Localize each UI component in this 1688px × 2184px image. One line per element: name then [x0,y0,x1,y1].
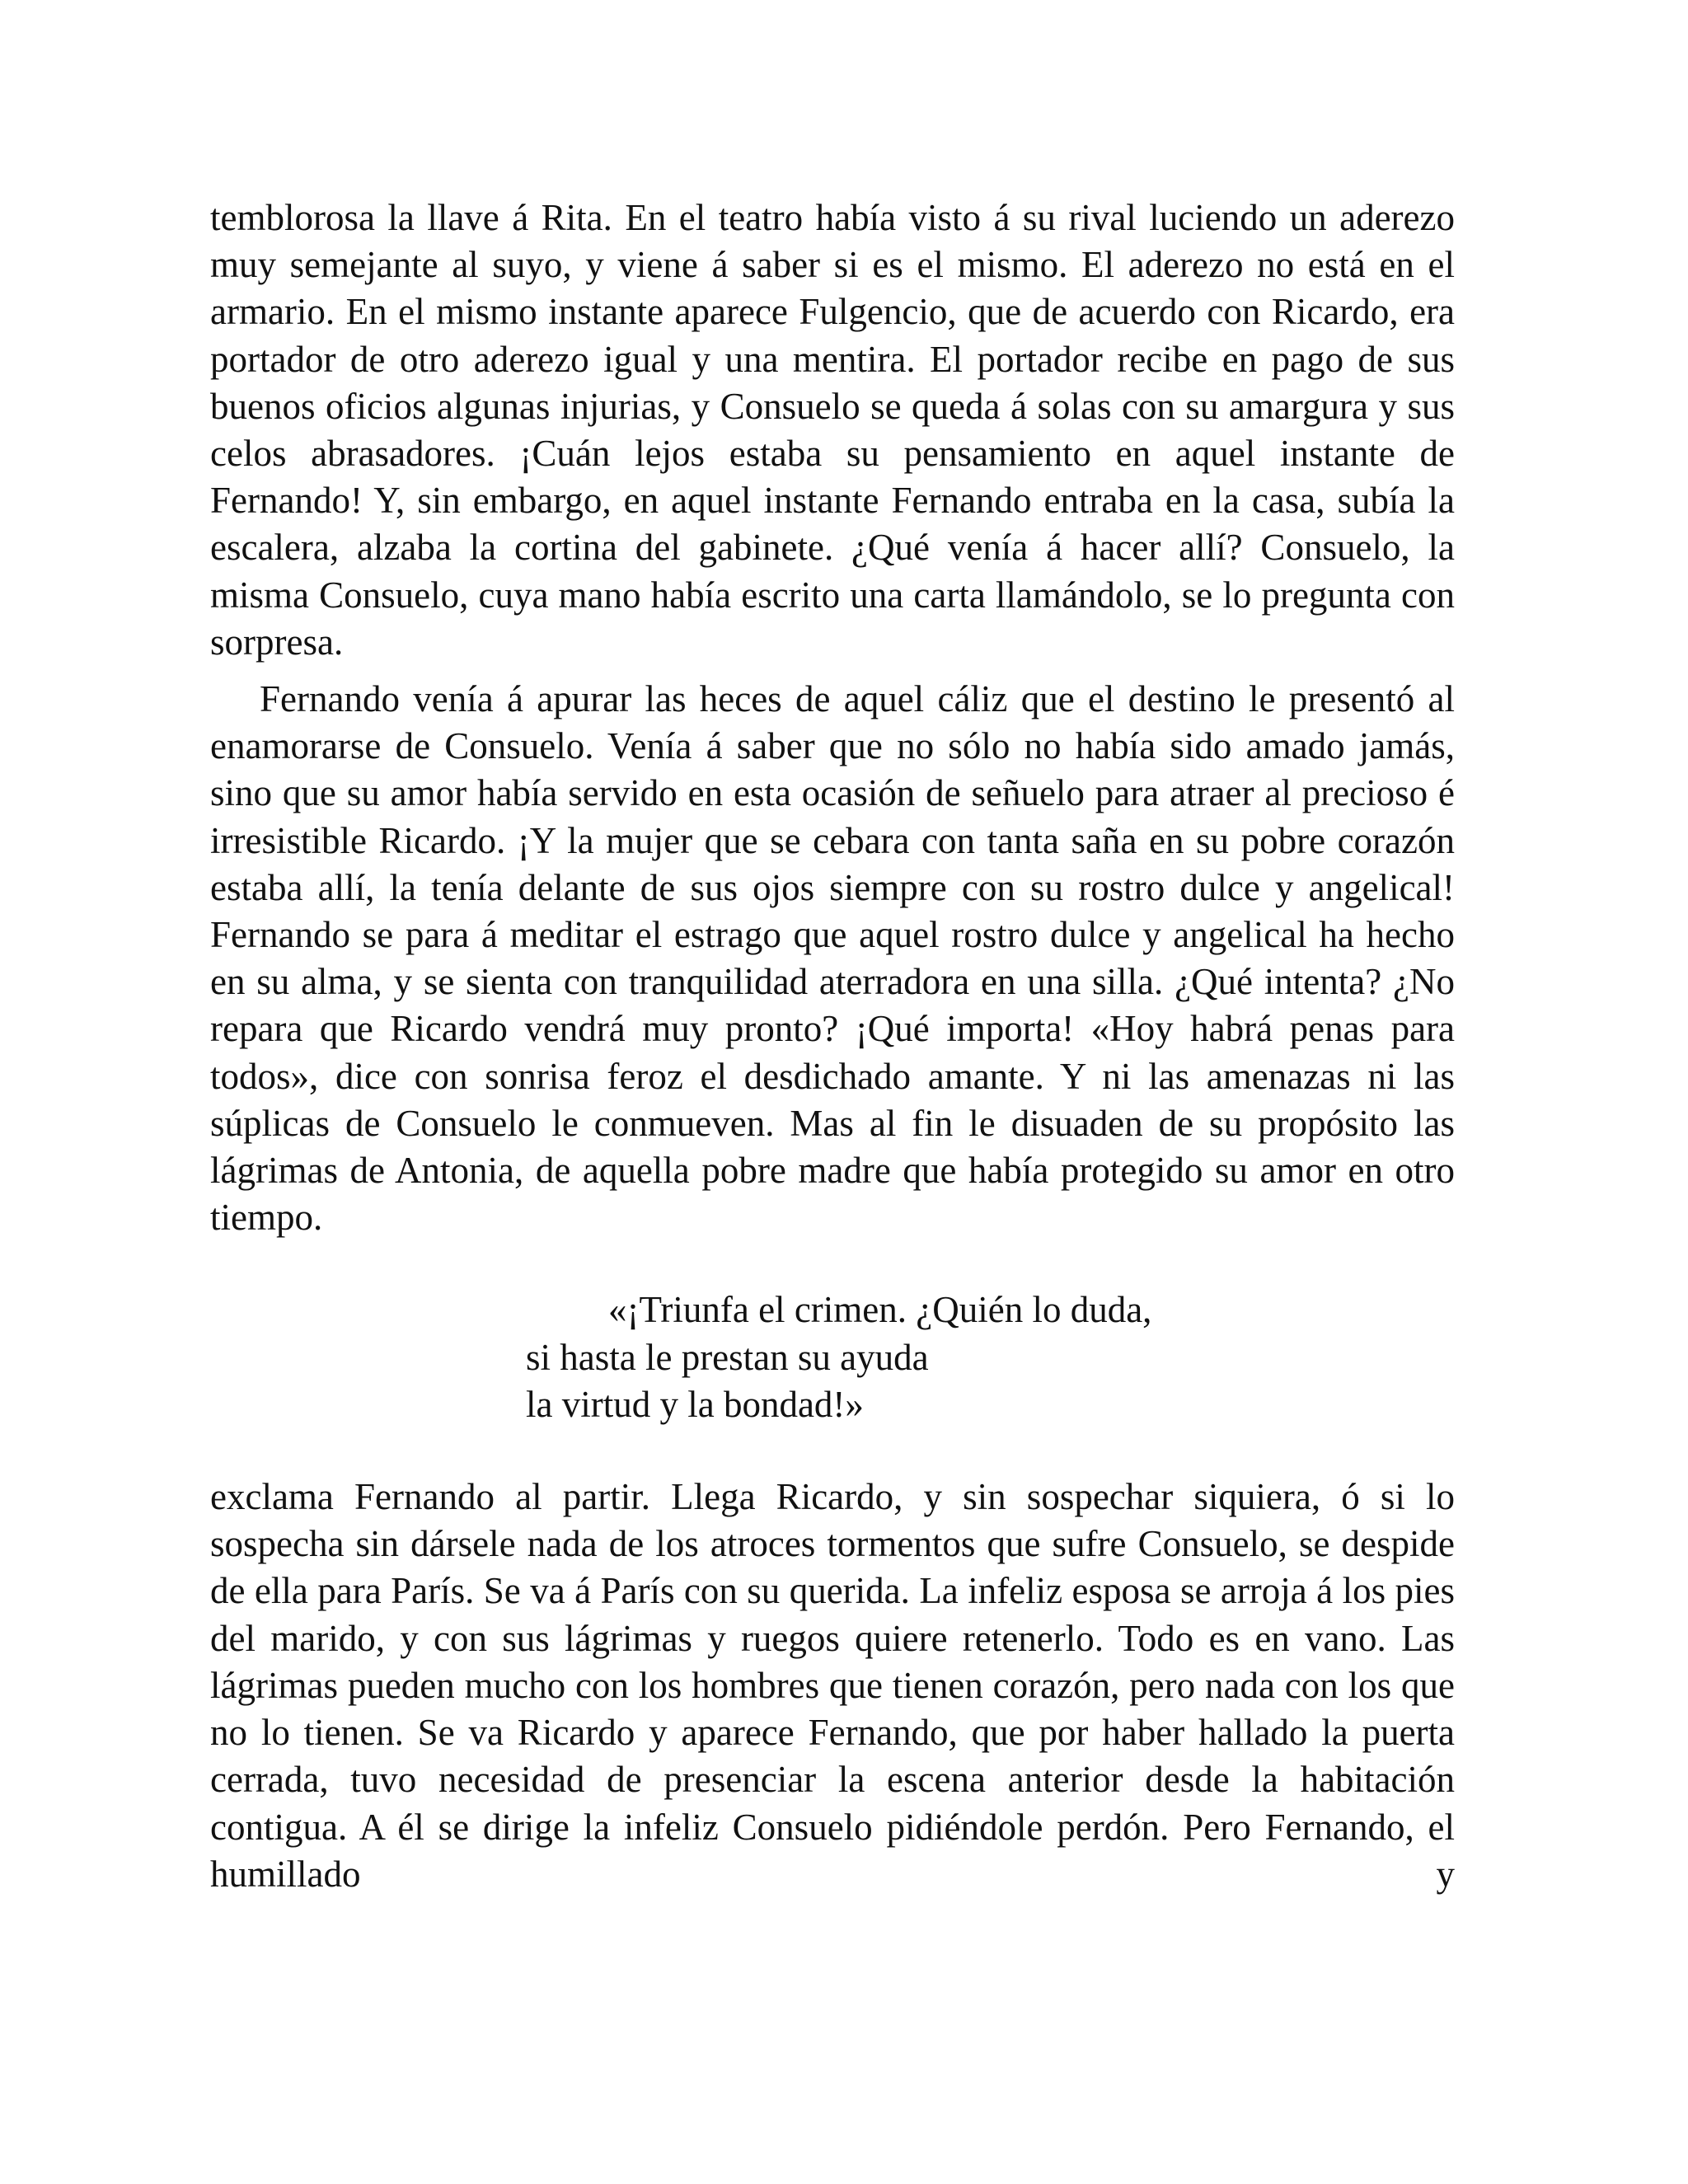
verse-line-2: si hasta le prestan su ayuda [526,1336,929,1378]
verse-line-1: «¡Triunfa el crimen. ¿Quién lo duda, [608,1289,1152,1331]
paragraph-2: Fernando venía á apurar las heces de aquel cáliz que el destino le presentó al enamorarse de Consuelo. Venía á saber que no sólo no había sido amado jamás, sino que su amor había servido en esta ocasión de señuelo para atraer al precioso é irresistible Ricardo. ¡Y la mujer que se cebara con tanta saña en su pobre corazón estaba allí, la tenía delante de sus ojos siempre con su rostro dulce y angelical! Fernando se para á meditar el estrago que aquel rostro dulce y angelical ha hecho en su alma, y se sienta con tranquilidad aterradora en una silla. ¿Qué intenta? ¿No repara que Ricardo vendrá muy pronto? ¡Qué importa! «Hoy habrá penas para todos», dice con sonrisa feroz el desdichado amante. Y ni las amenazas ni las súplicas de Consuelo le conmueven. Mas al fin le disuaden de su propósito las lágrimas de Antonia, de aquella pobre madre que había protegido su amor en otro tiempo. [210,678,1455,1239]
verse-line-3: la virtud y la bondad!» [526,1383,864,1425]
paragraph-3: exclama Fernando al partir. Llega Ricardo, y sin sospechar siquiera, ó si lo sospecha sin dársele nada de los atroces tormentos que sufre Consuelo, se despide de ella para París. Se va á París con su querida. La infeliz esposa se arroja á los pies del marido, y con sus lágrimas y ruegos quiere retenerlo. Todo es en vano. Las lágrimas pueden mucho con los hombres que tienen corazón, pero nada con los que no lo tienen. Se va Ricardo y aparece Fernando, que por haber hallado la puerta cerrada, tuvo necesidad de presenciar la escena anterior desde la habitación contigua. A él se dirige la infeliz Consuelo pidiéndole perdón. Pero Fernando, el humillado y [210,1476,1455,1895]
verse-quote [210,1286,1455,1428]
paragraph-1: temblorosa la llave á Rita. En el teatro había visto á su rival luciendo un aderezo muy semejante al suyo, y viene á saber si es el mismo. El aderezo no está en el armario. En el mismo instante aparece Fulgencio, que de acuerdo con Ricardo, era portador de otro aderezo igual y una mentira. El portador recibe en pago de sus buenos oficios algunas injurias, y Consuelo se queda á solas con su amargura y sus celos abrasadores. ¡Cuán lejos estaba su pensamiento en aquel instante de Fernando! Y, sin embargo, en aquel instante Fernando entraba en la casa, subía la escalera, alzaba la cortina del gabinete. ¿Qué venía á hacer allí? Consuelo, la misma Consuelo, cuya mano había escrito una carta llamándolo, se lo pregunta con sorpresa. [210,197,1455,663]
document-page [210,194,1455,1898]
paragraph-spacer [210,666,1455,676]
